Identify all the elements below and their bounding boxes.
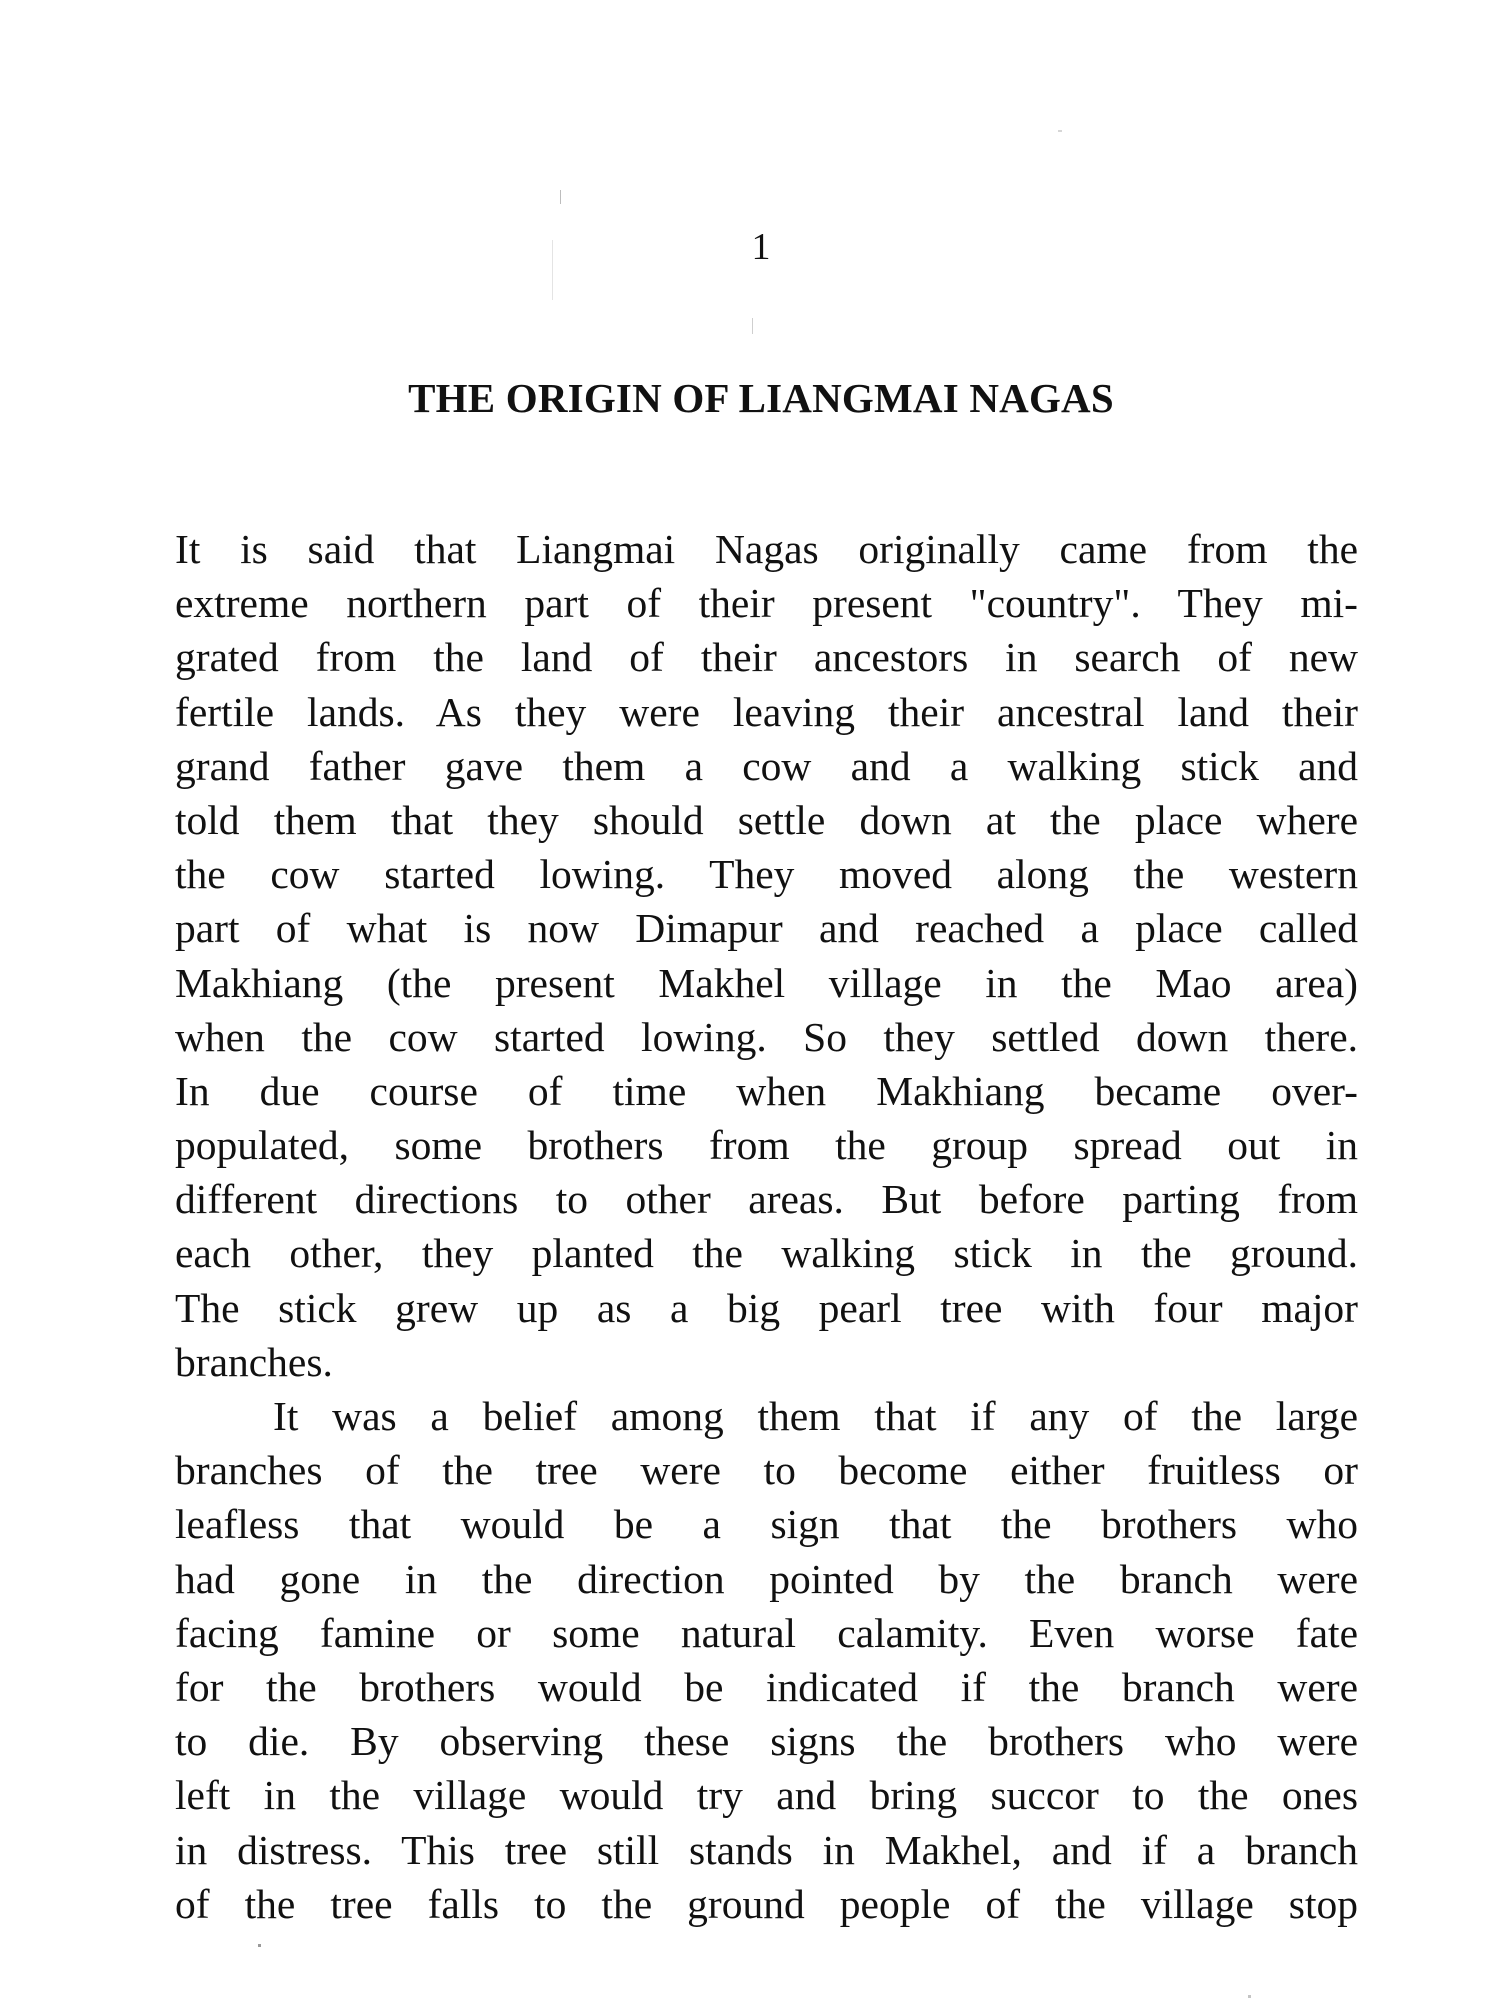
paragraph-1 [175,522,1358,1389]
text-line: when the cow started lowing. So they settled down there. [175,1013,1358,1060]
scan-speck [560,190,561,204]
text-line: extreme northern part of their present "country". They mi- [175,580,1358,627]
text-line: to die. By observing these signs the brothers who were [175,1718,1358,1765]
text-line: grand father gave them a cow and a walking stick and [175,742,1358,789]
text-line: left in the village would try and bring succor to the ones [175,1772,1358,1819]
scan-speck [258,1944,261,1947]
text-line: It was a belief among them that if any of the large [273,1393,1358,1439]
text-line: the cow started lowing. They moved along the western [175,851,1358,898]
text-line: fertile lands. As they were leaving their ancestral land their [175,688,1358,735]
text-line: It is said that Liangmai Nagas originally came from the [175,526,1358,572]
text-line: grated from the land of their ancestors in search of new [175,634,1358,681]
text-line: facing famine or some natural calamity. Even worse fate [175,1609,1358,1656]
page-number: 1 [751,226,771,268]
text-line: populated, some brothers from the group spread out in [175,1122,1358,1169]
text-line: in distress. This tree still stands in Makhel, and if a branch [175,1826,1358,1873]
text-line: The stick grew up as a big pearl tree with four major [175,1284,1358,1331]
text-line: part of what is now Dimapur and reached a place called [175,905,1358,952]
chapter-title: THE ORIGIN OF LIANGMAI NAGAS [408,375,1114,421]
scan-speck [752,318,753,334]
text-line: of the tree falls to the ground people of the village stop [175,1880,1358,1927]
body-text [175,522,1358,1931]
text-line: leafless that would be a sign that the brothers who [175,1501,1358,1548]
scan-speck [1248,1995,1251,1998]
text-line: different directions to other areas. But before parting from [175,1176,1358,1223]
scan-speck [1058,130,1062,132]
text-line: each other, they planted the walking stick in the ground. [175,1230,1358,1277]
text-line: told them that they should settle down at the place where [175,796,1358,843]
paragraph-2 [175,1389,1358,1931]
text-line: branches. [175,1338,333,1385]
text-line: Makhiang (the present Makhel village in the Mao area) [175,959,1358,1006]
text-line: In due course of time when Makhiang became over- [175,1067,1358,1114]
scan-speck [552,240,553,300]
text-line: branches of the tree were to become either fruitless or [175,1447,1358,1494]
text-line: for the brothers would be indicated if the branch were [175,1663,1358,1710]
text-line: had gone in the direction pointed by the branch were [175,1555,1358,1602]
